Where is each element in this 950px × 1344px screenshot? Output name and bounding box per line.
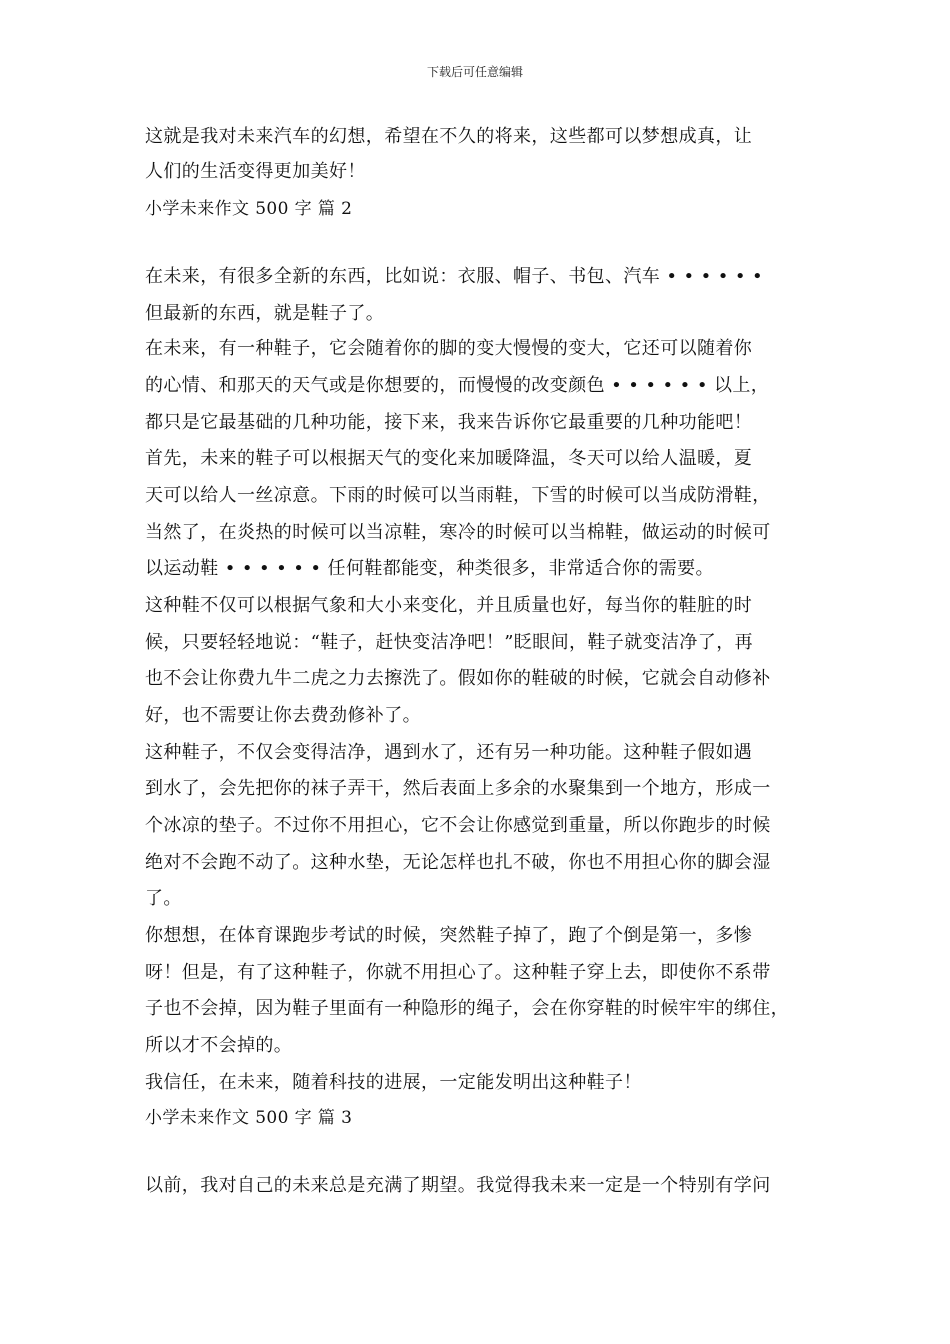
paragraph-line: 候，只要轻轻地说：“鞋子，赶快变洁净吧！”眨眼间，鞋子就变洁净了，再 [145, 632, 754, 653]
paragraph-line: 好，也不需要让你去费劲修补了。 [145, 705, 421, 726]
paragraph-line: 这种鞋不仅可以根据气象和大小来变化，并且质量也好，每当你的鞋脏的时 [145, 595, 753, 616]
paragraph-line: 以运动鞋 • • • • • • 任何鞋都能变，种类很多，非常适合你的需要。 [145, 558, 714, 579]
paragraph-line: 子也不会掉，因为鞋子里面有一种隐形的绳子，会在你穿鞋的时候牢牢的绑住， [145, 998, 789, 1019]
paragraph-line: 个冰凉的垫子。不过你不用担心，它不会让你感觉到重量，所以你跑步的时候 [145, 815, 771, 836]
paragraph-line: 呀！但是，有了这种鞋子，你就不用担心了。这种鞋子穿上去，即使你不系带 [145, 962, 771, 983]
page-header: 下载后可任意编辑 [426, 65, 523, 79]
paragraph-line: 当然了，在炎热的时候可以当凉鞋，寒冷的时候可以当棉鞋，做运动的时候可 [145, 522, 771, 543]
paragraph-line: 以前，我对自己的未来总是充满了期望。我觉得我未来一定是一个特别有学问 [145, 1175, 771, 1196]
paragraph-line: 首先，未来的鞋子可以根据天气的变化来加暖降温，冬天可以给人温暖，夏 [145, 448, 753, 469]
paragraph-line: 你想想，在体育课跑步考试的时候，突然鞋子掉了，跑了个倒是第一，多惨 [145, 925, 753, 946]
paragraph-line: 的心情、和那天的天气或是你想要的，而慢慢的改变颜色 • • • • • • 以上， [145, 375, 770, 396]
paragraph-line: 这种鞋子，不仅会变得洁净，遇到水了，还有另一种功能。这种鞋子假如遇 [145, 742, 753, 763]
paragraph-line: 都只是它最基础的几种功能，接下来，我来告诉你它最重要的几种功能吧！ [145, 412, 753, 433]
paragraph-line: 了。 [145, 888, 182, 909]
paragraph-line: 我信任，在未来，随着科技的进展，一定能发明出这种鞋子！ [145, 1072, 642, 1093]
paragraph-line: 到水了，会先把你的袜子弄干，然后表面上多余的水聚集到一个地方，形成一 [145, 778, 771, 799]
section-title: 小学未来作文 500 字 篇 3 [145, 1108, 353, 1128]
paragraph-line: 也不会让你费九牛二虎之力去擦洗了。假如你的鞋破的时候，它就会自动修补 [145, 668, 771, 689]
paragraph-line: 这就是我对未来汽车的幻想，希望在不久的将来，这些都可以梦想成真，让 [145, 126, 753, 147]
paragraph-line: 在未来，有很多全新的东西，比如说：衣服、帽子、书包、汽车 • • • • • • [145, 266, 764, 287]
paragraph-line: 人们的生活变得更加美好！ [145, 161, 366, 182]
paragraph-line: 但最新的东西，就是鞋子了。 [145, 303, 385, 324]
paragraph-line: 天可以给人一丝凉意。下雨的时候可以当雨鞋，下雪的时候可以当成防滑鞋， [145, 485, 771, 506]
section-title: 小学未来作文 500 字 篇 2 [145, 199, 353, 219]
paragraph-line: 绝对不会跑不动了。这种水垫，无论怎样也扎不破，你也不用担心你的脚会湿 [145, 852, 771, 873]
paragraph-line: 所以才不会掉的。 [145, 1035, 293, 1056]
paragraph-line: 在未来，有一种鞋子，它会随着你的脚的变大慢慢的变大，它还可以随着你 [145, 338, 753, 359]
